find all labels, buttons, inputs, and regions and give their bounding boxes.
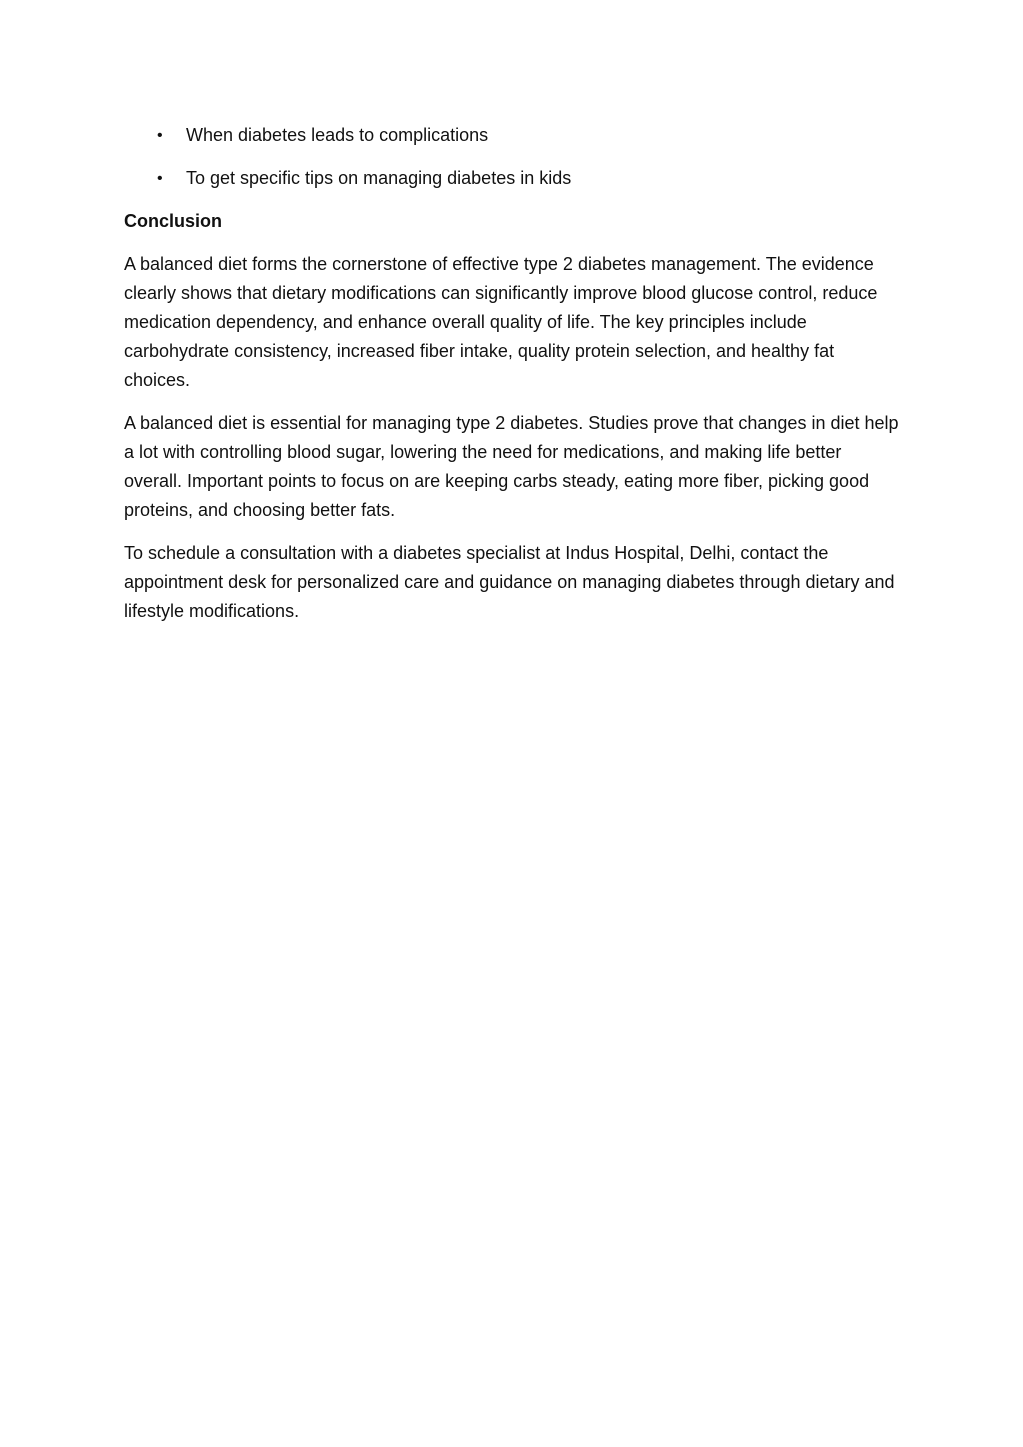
bullet-icon: • [157, 170, 163, 187]
document-content [124, 121, 904, 640]
list-item-text: To get specific tips on managing diabetes in kids [186, 168, 572, 188]
list-item [124, 121, 904, 150]
paragraph: To schedule a consultation with a diabetes specialist at Indus Hospital, Delhi, contact the appointment desk for personalized care and guidance on managing diabetes through dietary and lifestyle modifications. [124, 543, 895, 621]
section-heading: Conclusion [124, 211, 222, 231]
bullet-icon: • [157, 127, 163, 144]
paragraph: A balanced diet is essential for managing type 2 diabetes. Studies prove that changes in diet help a lot with controlling blood sugar, lowering the need for medications, and making life better overall. Important points to focus on are keeping carbs steady, eating more fiber, picking good proteins, and choosing better fats. [124, 413, 899, 520]
list-item [124, 164, 904, 193]
list-item-text: When diabetes leads to complications [186, 125, 489, 145]
bullet-list [124, 121, 904, 193]
paragraph: A balanced diet forms the cornerstone of effective type 2 diabetes management. The evidence clearly shows that dietary modifications can significantly improve blood glucose control, reduce medication dependency, and enhance overall quality of life. The key principles include carbohydrate consistency, increased fiber intake, quality protein selection, and healthy fat choices. [124, 254, 878, 390]
